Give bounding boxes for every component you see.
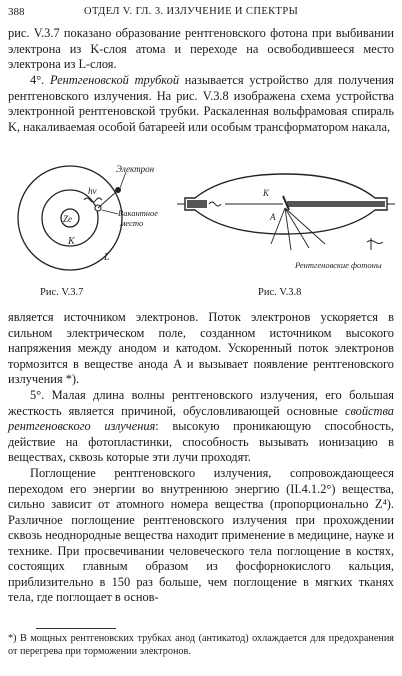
paragraph-3: является источником электронов. Поток электронов ускоряется в сильном электрическом поле, созданном источником высокого напряжения между анодом и катодом. Ускоренный поток электронов тормозится в веществе анода A и вызывает появление рентгеновского излучения *). [8, 310, 394, 386]
paragraph-4-text-b: : высокую проникающую способность, действие на фотопластинки, способность вызывать ионизацию в веществах, сквозь которые эти лучи проходят. [8, 419, 394, 464]
term-x-ray-tube: Рентгеновской трубкой [50, 73, 180, 87]
label-cathode: K [263, 188, 270, 198]
caption-fig-v-3-8: Рис. V.3.8 [258, 287, 302, 298]
label-hv: hν [88, 186, 97, 196]
x-ray-line-4 [285, 208, 325, 244]
label-anode: A [270, 212, 276, 222]
vacancy-leader [102, 210, 118, 214]
page-number: 388 [8, 6, 25, 18]
cathode-holder [187, 200, 207, 208]
x-ray-line-2 [285, 208, 291, 250]
paragraph-5-text: Поглощение рентгеновского излучения, сопровождающееся переходом его энергии во внутреннюю энергию (II.4.1.2°) вещества, сильно зависит от атомного номера вещества (пропорционально Z⁴). Различное поглощение рентгеновского излучения при прохождении сквозь неоднородные вещества находит применение в медицине, науке и технике. При просвечивании человеческого тела поглощение в костях, состоящих главным образом из фосфорнокислого кальция, приблизительно в 150 раз больше, чем поглощение в мягких тканях тела, где поглощает в основ- [8, 466, 394, 604]
transformer-icon [367, 238, 383, 250]
label-photons: Рентгеновские фотоны [295, 260, 382, 270]
transition-arrow [98, 192, 116, 208]
paragraph-4-text-a: Малая длина волны рентгеновского излучения, его большая жесткость является причиной, обусловливающей основные [8, 388, 394, 418]
section-number-4: 4°. [30, 73, 45, 87]
figure-xray-tube [175, 168, 397, 278]
paragraph-1: рис. V.3.7 показано образование рентгеновского фотона при выбивании электрона из K-слоя атома и переходе на освободившееся место электрона из L-слоя. [8, 26, 394, 71]
anode-rod [287, 201, 385, 207]
label-l-shell: L [104, 252, 110, 263]
nucleus-label: Ze [63, 214, 72, 224]
footnote: *) В мощных рентгеновских трубках анод (антикатод) охлаждается для предохранения от перегрева при торможении электронов. [8, 633, 394, 657]
footnote-divider [36, 628, 116, 629]
caption-fig-v-3-7: Рис. V.3.7 [40, 287, 84, 298]
paragraph-2 [8, 73, 394, 135]
label-vacancy-2: место [120, 218, 144, 228]
label-k-shell: K [68, 236, 75, 247]
section-number-5: 5°. [30, 388, 45, 402]
page-header [8, 6, 394, 20]
label-vacancy-1: Вакантное [118, 208, 158, 218]
label-electron: Электрон [116, 164, 155, 174]
x-ray-line-3 [285, 208, 309, 248]
figure-atom-diagram [8, 160, 158, 290]
electron-leader [120, 172, 126, 188]
running-title: ОТДЕЛ V. ГЛ. 3. ИЗЛУЧЕНИЕ И СПЕКТРЫ [84, 6, 299, 17]
paragraph-2-text: называется устройство для получения рентгеновского излучения. На рис. V.3.8 изображена схема устройства электронной рентгеновской трубки. Раскаленная вольфрамовая спираль K, накаливаемая особой батареей или особым трансформатором накала, [8, 73, 394, 134]
paragraph-4 [8, 388, 394, 466]
paragraph-5 [8, 466, 394, 606]
term-xray-properties: свойства рентгеновского излучения [8, 403, 394, 433]
filament-coil-icon [209, 202, 221, 206]
